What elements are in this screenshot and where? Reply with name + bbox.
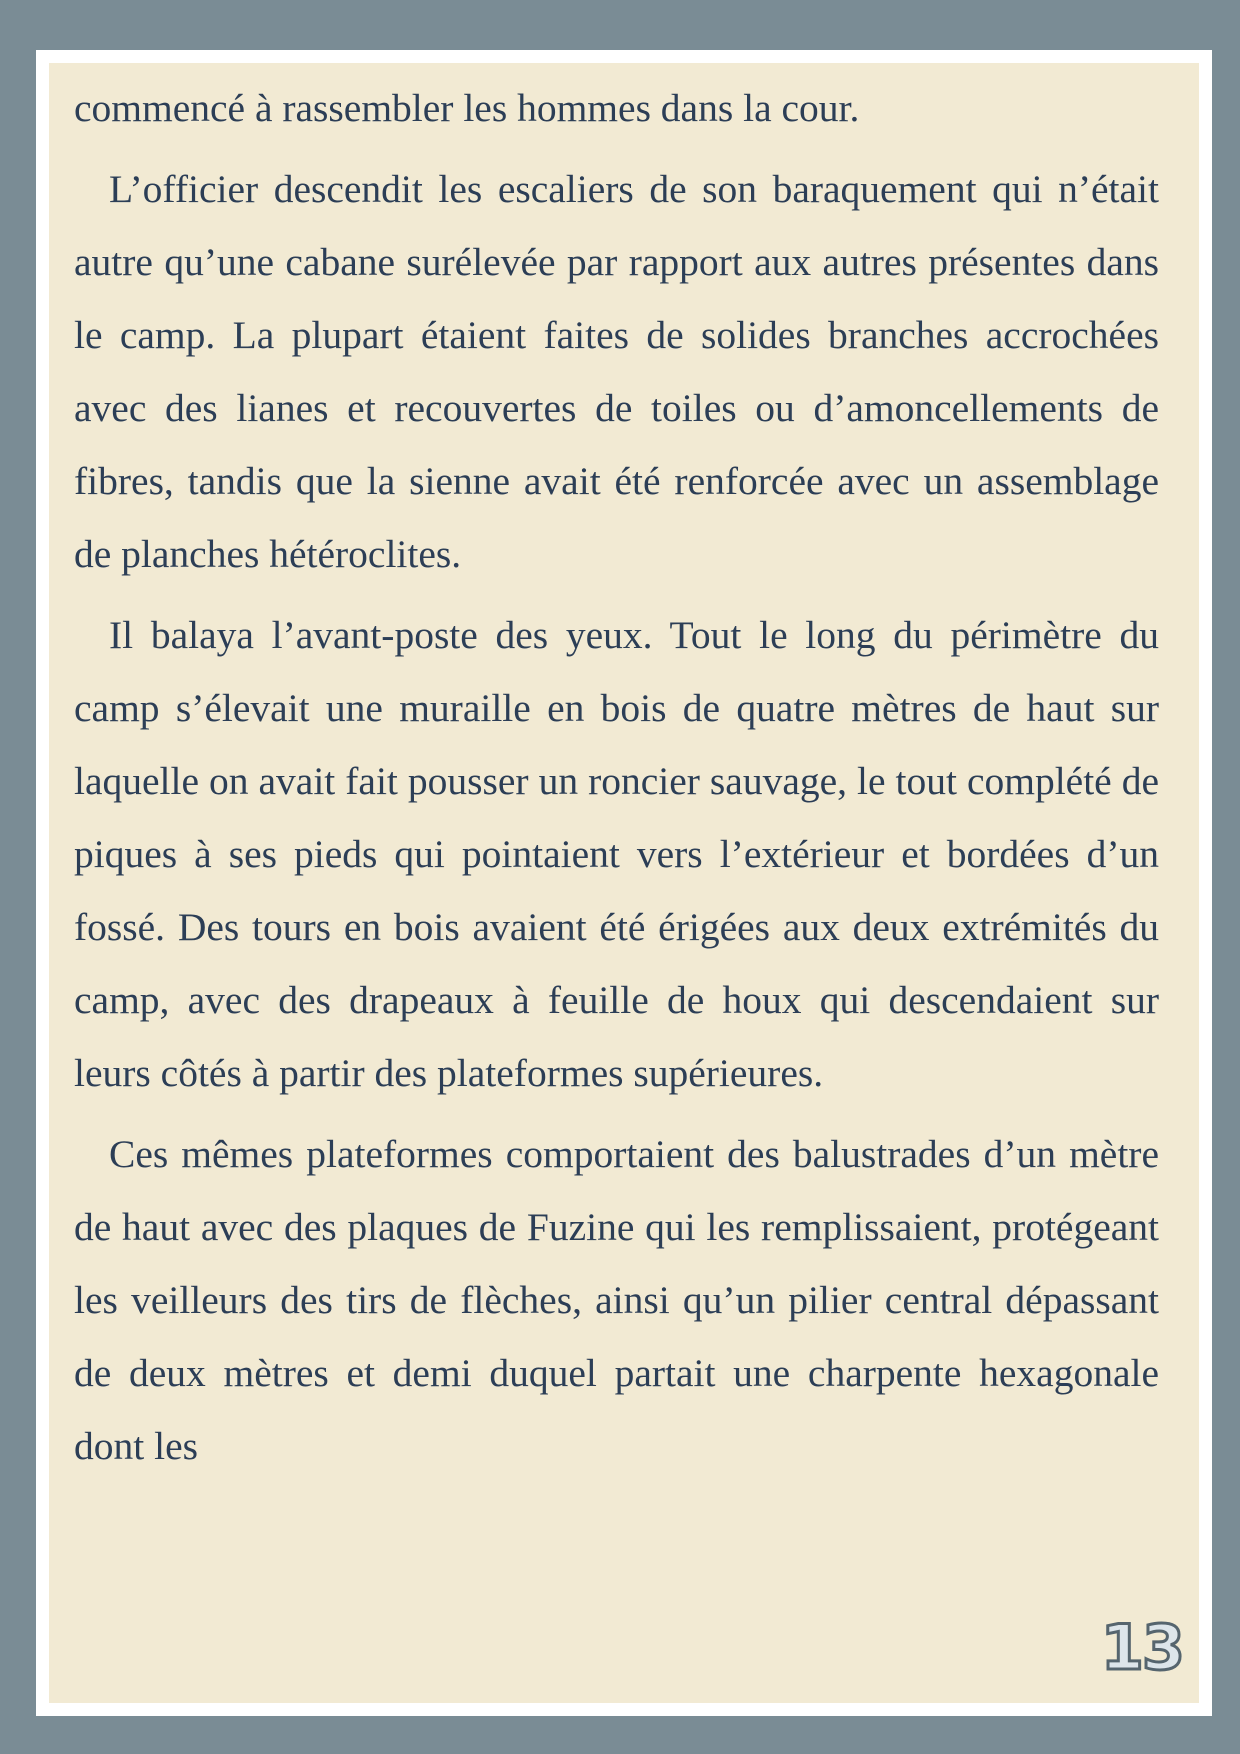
paragraph-4: Ces mêmes plateformes comportaient des balustrades d’un mètre de haut avec des plaques de Fuzine qui les remplissaient, protégeant les veilleurs des tirs de flèches, ainsi qu’un pilier central dépassant de deux mètres et demi duquel partait une charpente hexagonale dont les [74,1132,1159,1468]
page-number: 13 [1100,1611,1183,1684]
page [49,63,1199,1703]
paragraph-3: Il balaya l’avant-poste des yeux. Tout le long du périmètre du camp s’élevait une muraille en bois de quatre mètres de haut sur laquelle on avait fait pousser un roncier sauvage, le tout complété de piques à ses pieds qui pointaient vers l’extérieur et bordées d’un fossé. Des tours en bois avaient été érigées aux deux extrémités du camp, avec des drapeaux à feuille de houx qui descendaient sur leurs côtés à partir des plateformes supérieures. [74,613,1159,1095]
paragraph-1: commencé à rassembler les hommes dans la cour. [74,86,860,130]
body-text [74,72,1159,1491]
paragraph-2: L’officier descendit les escaliers de son baraquement qui n’était autre qu’une cabane surélevée par rapport aux autres présentes dans le camp. La plupart étaient faites de solides branches accrochées avec des lianes et recouvertes de toiles ou d’amoncellements de fibres, tandis que la sienne avait été renforcée avec un assemblage de planches hétéroclites. [74,167,1159,576]
